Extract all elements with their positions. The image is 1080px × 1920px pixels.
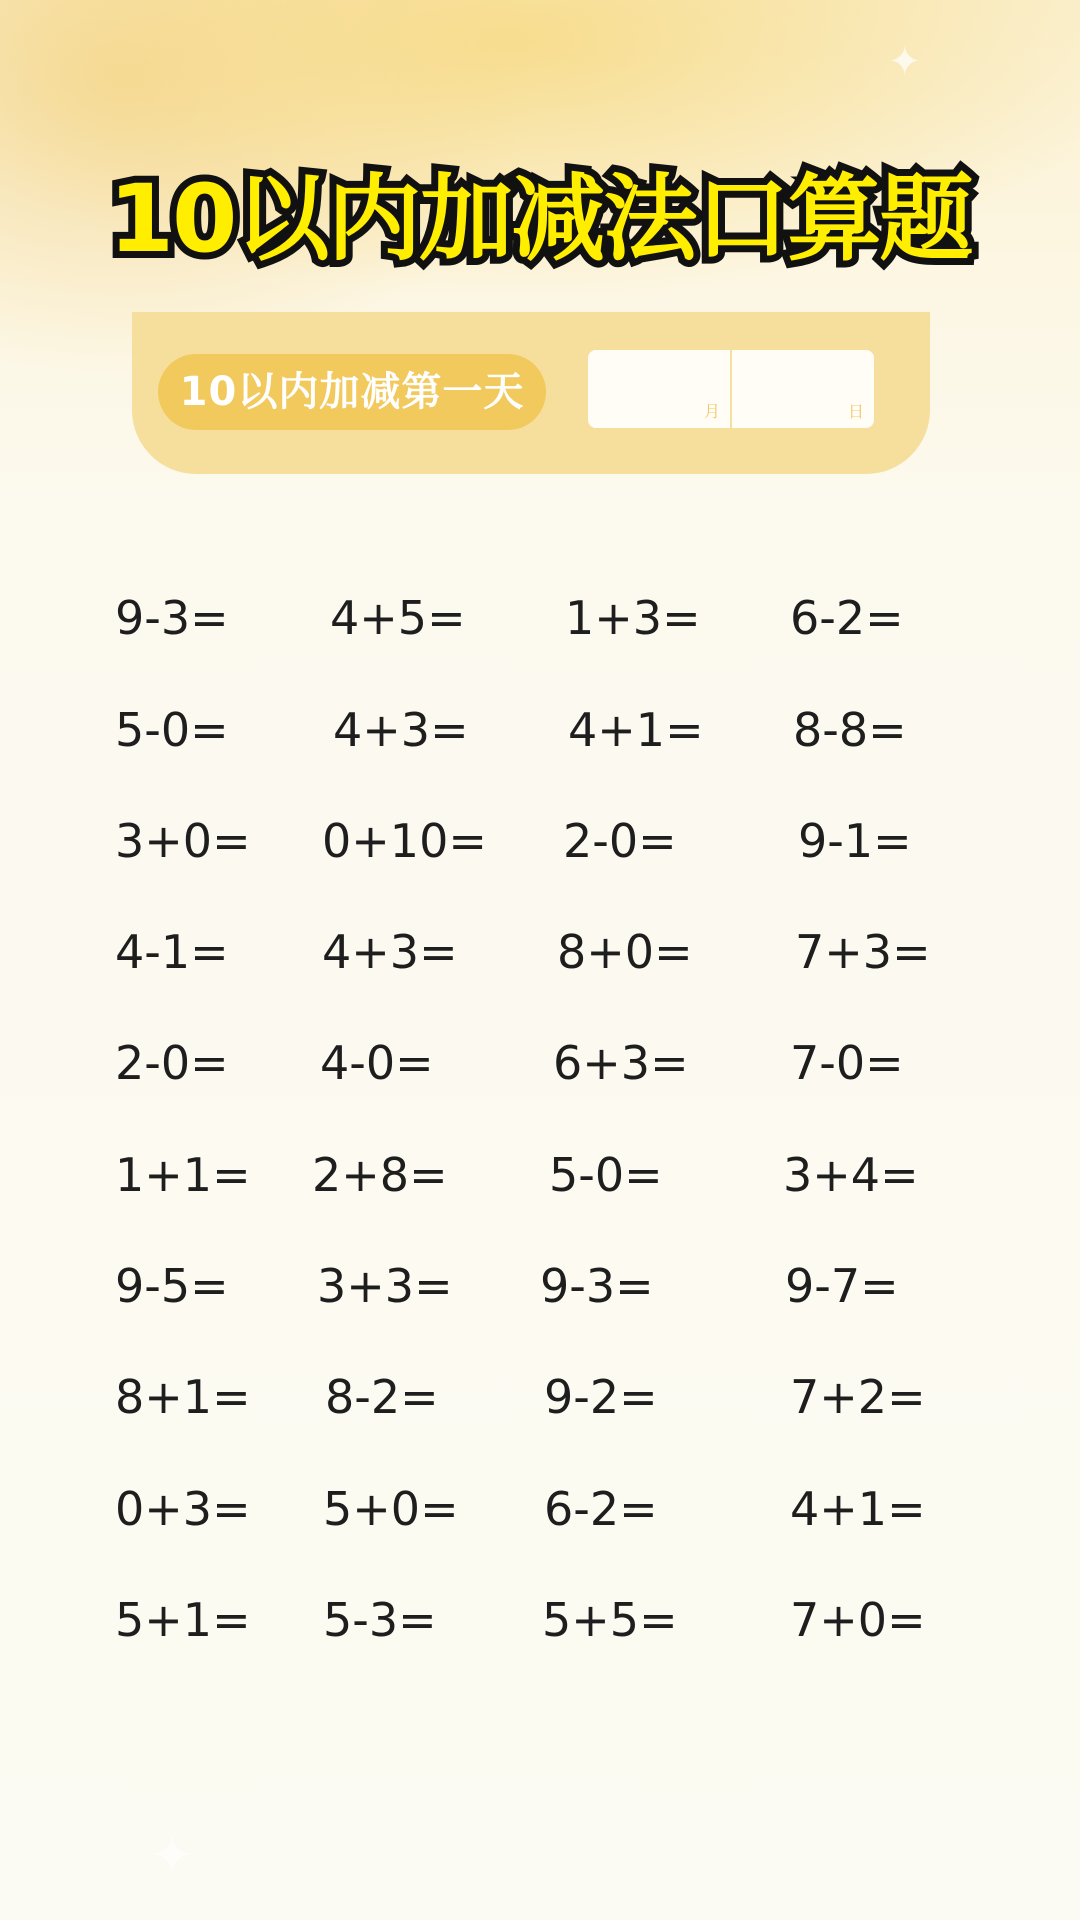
math-problem: 4+3= xyxy=(333,703,469,757)
math-problem: 3+4= xyxy=(783,1148,919,1202)
math-problem: 4+1= xyxy=(568,703,704,757)
math-problem: 4-1= xyxy=(115,925,229,979)
math-problem: 4+3= xyxy=(322,925,458,979)
math-problem: 6+3= xyxy=(553,1036,689,1090)
day-label: 10以内加减第一天 xyxy=(158,354,546,430)
math-problem: 9-5= xyxy=(115,1259,229,1313)
math-problem: 0+3= xyxy=(115,1482,251,1536)
day-unit-label: 日 xyxy=(847,402,864,421)
math-problem: 1+1= xyxy=(115,1148,251,1202)
math-problem: 7+3= xyxy=(795,925,931,979)
math-problem: 2+8= xyxy=(312,1148,448,1202)
math-problem: 4+5= xyxy=(330,591,466,645)
math-problem: 9-1= xyxy=(798,814,912,868)
math-problem: 6-2= xyxy=(544,1482,658,1536)
math-problem: 5+0= xyxy=(323,1482,459,1536)
page-title: 10以内加减法口算题 xyxy=(108,165,972,274)
math-problem: 3+0= xyxy=(115,814,251,868)
math-problem: 7+0= xyxy=(790,1593,926,1647)
math-problem: 5+1= xyxy=(115,1593,251,1647)
math-problem: 9-3= xyxy=(115,591,229,645)
math-problem: 8-2= xyxy=(325,1370,439,1424)
sparkle-icon: ✦ xyxy=(150,1826,194,1886)
math-problem: 9-2= xyxy=(544,1370,658,1424)
math-problem: 4-0= xyxy=(320,1036,434,1090)
math-problem: 8-8= xyxy=(793,703,907,757)
math-problem: 0+10= xyxy=(322,814,487,868)
math-problem: 5-0= xyxy=(115,703,229,757)
math-problem: 5-3= xyxy=(323,1593,437,1647)
math-problem: 8+0= xyxy=(557,925,693,979)
math-problem: 6-2= xyxy=(790,591,904,645)
math-problem: 9-7= xyxy=(785,1259,899,1313)
sparkle-icon: ✦ xyxy=(888,39,922,85)
math-problem: 3+3= xyxy=(317,1259,453,1313)
math-problem: 7-0= xyxy=(790,1036,904,1090)
math-problem: 1+3= xyxy=(565,591,701,645)
math-problem: 5+5= xyxy=(542,1593,678,1647)
math-problem: 2-0= xyxy=(563,814,677,868)
math-problem: 8+1= xyxy=(115,1370,251,1424)
math-problem: 9-3= xyxy=(540,1259,654,1313)
math-problem: 2-0= xyxy=(115,1036,229,1090)
math-problem: 7+2= xyxy=(790,1370,926,1424)
math-problem: 4+1= xyxy=(790,1482,926,1536)
math-problem: 5-0= xyxy=(549,1148,663,1202)
month-label: 月 xyxy=(703,402,720,421)
